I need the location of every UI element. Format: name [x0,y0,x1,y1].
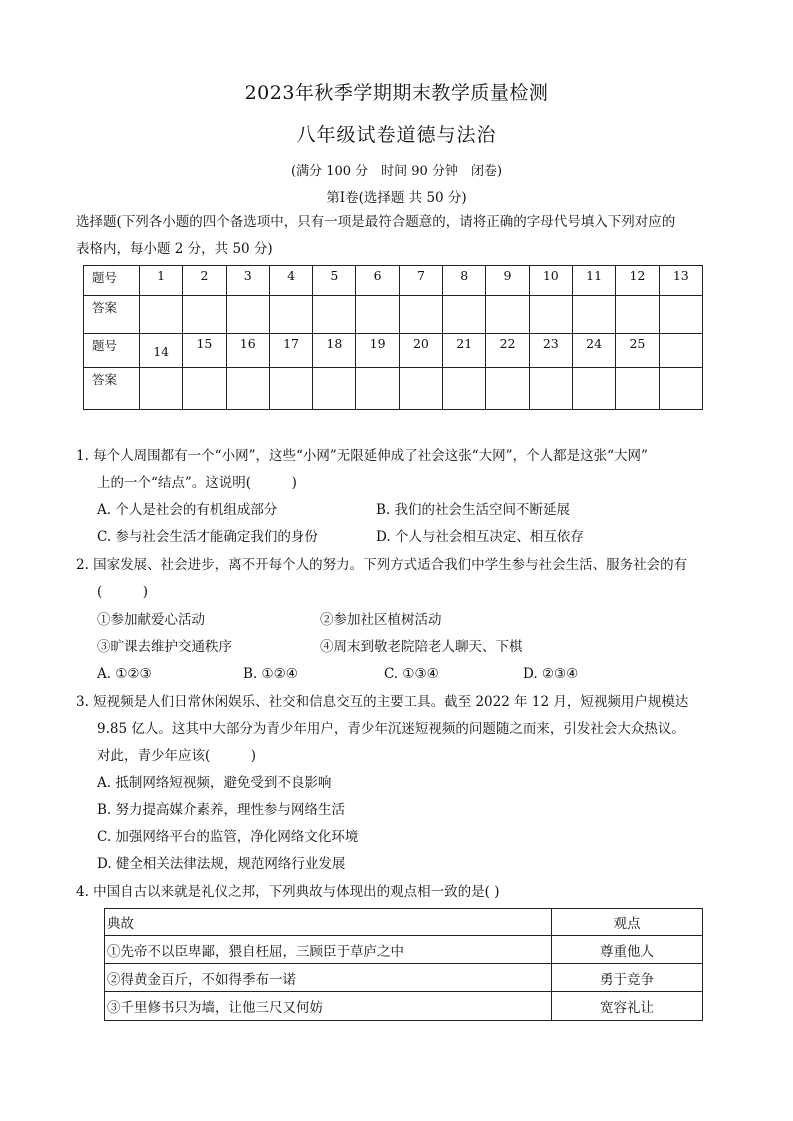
answer-cell[interactable] [269,368,312,410]
instructions-line-1: 选择题(下列各小题的四个备选项中，只有一项是最符合题意的，请将正确的字母代号填入下列对应的 [76,214,676,230]
exam-title: 2023年秋季学期期末教学质量检测 [244,82,549,104]
number-cell: 25 [616,334,659,368]
q1-option-d[interactable]: D. 个人与社会相互决定、相互依存 [376,529,584,545]
number-cell: 21 [443,334,486,368]
q2-statement-1: ①参加献爱心活动 [97,612,205,628]
q3-option-c[interactable]: C. 加强网络平台的监管，净化网络文化环境 [97,829,359,845]
number-cell: 20 [399,334,442,368]
q2-stem-line-2: ( ) [97,584,149,600]
number-cell: 13 [659,266,702,296]
answer-cell[interactable] [226,296,269,334]
number-row-1 [84,266,703,296]
q4-header-story: 典故 [105,909,552,936]
q2-option-d[interactable]: D. ②③④ [523,666,579,682]
number-cell: 18 [313,334,356,368]
number-cell: 19 [356,334,399,368]
q2-statement-3: ③旷课去维护交通秩序 [97,639,232,655]
q1-option-c[interactable]: C. 参与社会生活才能确定我们的身份 [97,529,318,545]
answer-cell[interactable] [356,368,399,410]
number-cell: 14 [140,334,183,368]
number-cell: 9 [486,266,529,296]
number-row-2 [84,334,703,368]
answer-label: 答案 [84,296,140,334]
number-cell: 12 [616,266,659,296]
answer-cell[interactable] [183,296,226,334]
number-cell: 22 [486,334,529,368]
number-cell: 15 [183,334,226,368]
number-cell: 5 [313,266,356,296]
number-cell: 11 [572,266,615,296]
q3-stem-line-1: 3. 短视频是人们日常休闲娱乐、社交和信息交互的主要工具。截至 2022 年 12 月，短视频用户规模达 [76,694,689,710]
q4-table-header [105,909,703,936]
q4-view-cell: 尊重他人 [552,936,703,964]
number-label: 题号 [84,334,140,368]
answer-cell[interactable] [572,296,615,334]
q3-option-d[interactable]: D. 健全相关法律法规，规范网络行业发展 [97,856,346,872]
q3-stem-line-3: 对此，青少年应该( ) [97,748,257,764]
answer-cell[interactable] [313,296,356,334]
answer-cell[interactable] [183,368,226,410]
section-heading: 第Ⅰ卷(选择题 共 50 分) [326,190,467,206]
instructions-line-2: 表格内，每小题 2 分，共 50 分) [76,241,273,257]
q1-option-b[interactable]: B. 我们的社会生活空间不断延展 [376,502,571,518]
number-label: 题号 [84,266,140,296]
number-cell: 1 [140,266,183,296]
answer-cell[interactable] [443,296,486,334]
number-cell: 10 [529,266,572,296]
answer-cell[interactable] [140,368,183,410]
number-cell: 16 [226,334,269,368]
q4-header-view: 观点 [552,909,703,936]
q4-story-cell: ③千里修书只为墙，让他三尺又何妨 [105,992,552,1021]
q2-option-b[interactable]: B. ①②④ [243,666,298,682]
answer-cell[interactable] [529,296,572,334]
q2-option-c[interactable]: C. ①③④ [384,666,439,682]
number-cell: 4 [269,266,312,296]
answer-cell[interactable] [486,296,529,334]
q4-table-row [105,936,703,964]
q4-table-row [105,992,703,1021]
answer-row-1 [84,296,703,334]
answer-cell[interactable] [226,368,269,410]
q3-option-b[interactable]: B. 努力提高媒介素养，理性参与网络生活 [97,802,346,818]
number-cell: 23 [529,334,572,368]
answer-row-2 [84,368,703,410]
q1-stem-line-2: 上的一个“结点”。这说明( ) [97,475,297,491]
answer-cell[interactable] [486,368,529,410]
answer-cell[interactable] [659,296,702,334]
answer-cell[interactable] [399,368,442,410]
number-cell: 3 [226,266,269,296]
exam-subtitle: 八年级试卷道德与法治 [296,124,497,146]
q1-stem-line-1: 1. 每个人周围都有一个“小网”，这些“小网”无限延伸成了社会这张“大网”，个人都是这张“大网” [76,448,648,464]
answer-cell[interactable] [616,368,659,410]
q3-option-a[interactable]: A. 抵制网络短视频，避免受到不良影响 [97,775,332,791]
answer-cell[interactable] [140,296,183,334]
number-cell: 2 [183,266,226,296]
answer-label: 答案 [84,368,140,410]
number-cell: 17 [269,334,312,368]
q2-stem-line-1: 2. 国家发展、社会进步，离不开每个人的努力。下列方式适合我们中学生参与社会生活、服务社会的有 [76,557,688,573]
number-cell [659,334,702,368]
answer-cell[interactable] [269,296,312,334]
number-cell: 7 [399,266,442,296]
q2-statement-4: ④周末到敬老院陪老人聊天、下棋 [320,639,523,655]
answer-cell[interactable] [659,368,702,410]
answer-cell[interactable] [313,368,356,410]
q4-view-cell: 勇于竞争 [552,964,703,992]
q1-option-a[interactable]: A. 个人是社会的有机组成部分 [97,502,278,518]
q4-stem-line-1: 4. 中国自古以来就是礼仪之邦，下列典故与体现出的观点相一致的是( ) [76,884,500,900]
q4-story-cell: ②得黄金百斤，不如得季布一诺 [105,964,552,992]
q3-stem-line-2: 9.85 亿人。这其中大部分为青少年用户，青少年沉迷短视频的问题随之而来，引发社会大众热议。 [97,721,685,737]
answer-cell[interactable] [443,368,486,410]
answer-cell[interactable] [616,296,659,334]
answer-cell[interactable] [399,296,442,334]
number-cell: 8 [443,266,486,296]
answer-cell[interactable] [356,296,399,334]
answer-cell[interactable] [572,368,615,410]
number-cell: 24 [572,334,615,368]
exam-info: (满分 100 分 时间 90 分钟 闭卷) [290,164,503,179]
q4-table [104,908,703,1021]
number-cell: 6 [356,266,399,296]
q2-option-a[interactable]: A. ①②③ [97,666,152,682]
q4-story-cell: ①先帝不以臣卑鄙，猥自枉屈，三顾臣于草庐之中 [105,936,552,964]
q4-table-row [105,964,703,992]
q2-statement-2: ②参加社区植树活动 [320,612,442,628]
q4-view-cell: 宽容礼让 [552,992,703,1021]
answer-table [83,265,703,410]
answer-cell[interactable] [529,368,572,410]
